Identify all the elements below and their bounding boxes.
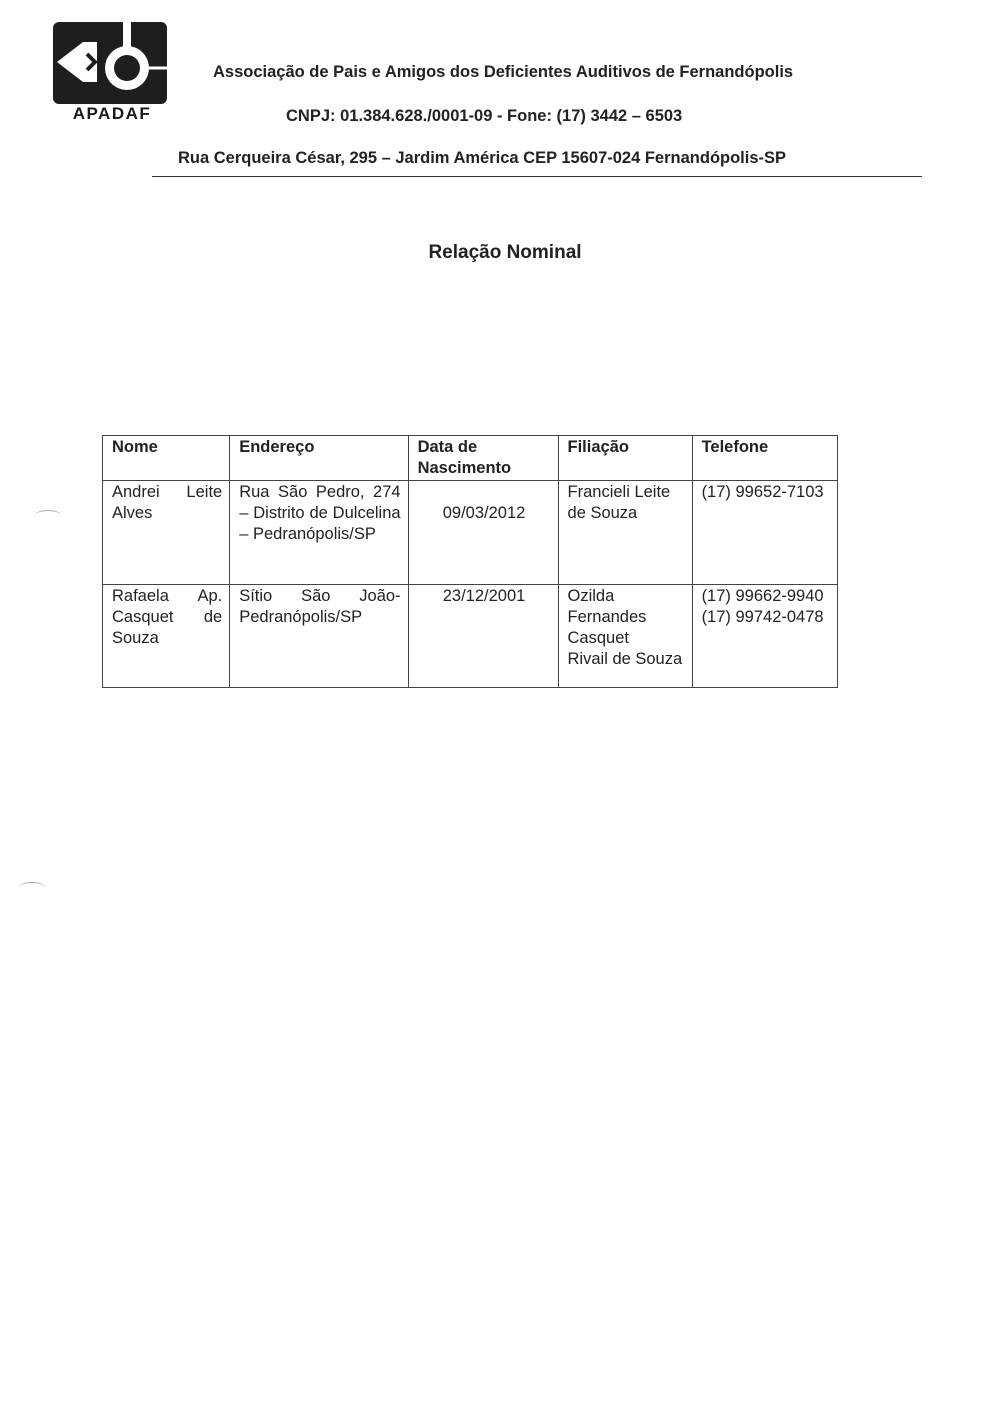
ear-logo-icon xyxy=(53,22,167,104)
header-telefone: Telefone xyxy=(692,436,837,481)
phone-number: (17) 99742-0478 xyxy=(701,608,824,626)
cell-telefone xyxy=(692,585,837,688)
parent-name: Rivail de Souza xyxy=(567,650,683,668)
header-filiacao: Filiação xyxy=(558,436,692,481)
cell-data-nascimento: 23/12/2001 xyxy=(408,585,558,688)
table-row xyxy=(103,585,838,688)
cell-filiacao: Francieli Leite de Souza xyxy=(558,481,692,585)
cell-data-nascimento: 09/03/2012 xyxy=(408,481,558,585)
phone-number: (17) 99652-7103 xyxy=(701,483,824,501)
cell-nome: Rafaela Ap. Casquet de Souza xyxy=(103,585,230,688)
cnpj-phone-line: CNPJ: 01.384.628./0001-09 - Fone: (17) 3442 – 6503 xyxy=(286,107,683,125)
scan-artifact xyxy=(19,882,45,893)
apadaf-logo xyxy=(53,22,167,104)
parent-name: Ozilda Fernandes Casquet xyxy=(567,587,647,647)
header-nome: Nome xyxy=(103,436,230,481)
table-row xyxy=(103,481,838,585)
address-line: Rua Cerqueira César, 295 – Jardim América CEP 15607-024 Fernandópolis-SP xyxy=(178,149,787,167)
cell-telefone xyxy=(692,481,837,585)
cell-filiacao xyxy=(558,585,692,688)
organization-name: Associação de Pais e Amigos dos Deficientes Auditivos de Fernandópolis xyxy=(213,63,794,81)
phone-number: (17) 99662-9940 xyxy=(701,587,824,605)
scan-artifact xyxy=(35,510,61,521)
cell-endereco: Sítio São João-Pedranópolis/SP xyxy=(230,585,408,688)
header-data-nascimento: Data de Nascimento xyxy=(408,436,558,481)
header-divider xyxy=(152,176,922,177)
document-title: Relação Nominal xyxy=(428,242,582,263)
logo-wordmark: APADAF xyxy=(72,104,152,123)
cell-endereco: Rua São Pedro, 274 – Distrito de Dulcelina – Pedranópolis/SP xyxy=(230,481,408,585)
cell-nome: Andrei Leite Alves xyxy=(103,481,230,585)
header-endereco: Endereço xyxy=(230,436,408,481)
table-header-row xyxy=(103,436,838,481)
nominal-list-table xyxy=(102,435,838,688)
